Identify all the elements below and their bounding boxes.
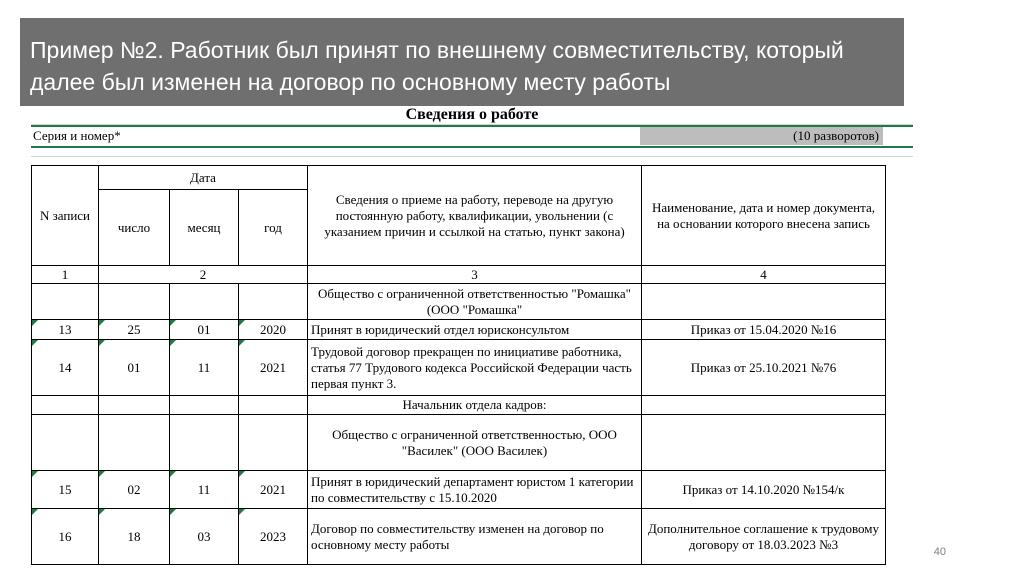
cell-year: 2021 bbox=[239, 340, 308, 396]
cell-month bbox=[170, 396, 239, 415]
slide-title: Пример №2. Работник был принят по внешнему совместительству, который далее был изменен на договор по основному месту работы bbox=[30, 37, 844, 95]
column-number-row bbox=[32, 266, 886, 284]
grid-line bbox=[31, 156, 913, 157]
page-number: 40 bbox=[933, 546, 946, 558]
cell-info: Трудовой договор прекращен по инициативе работника, статья 77 Трудового кодекса Российской Федерации часть первая пункт 3. bbox=[308, 340, 642, 396]
cell-document: Дополнительное соглашение к трудовому договору от 18.03.2023 №3 bbox=[642, 509, 886, 565]
table-row bbox=[32, 284, 886, 320]
header-document: Наименование, дата и номер документа, на основании которого внесена запись bbox=[642, 166, 886, 266]
cell-day: 25 bbox=[99, 320, 170, 340]
green-rule bbox=[31, 146, 913, 148]
slide-title-bar bbox=[20, 18, 904, 106]
cell-month: 11 bbox=[170, 471, 239, 509]
cell-document bbox=[642, 396, 886, 415]
header-info: Сведения о приеме на работу, переводе на другую постоянную работу, квалификации, увольнении (с указанием причин и ссылкой на статью, пункт закона) bbox=[308, 166, 642, 266]
cell-record-number bbox=[32, 396, 99, 415]
column-number: 1 bbox=[32, 266, 99, 284]
cell-document: Приказ от 25.10.2021 №76 bbox=[642, 340, 886, 396]
cell-day bbox=[99, 396, 170, 415]
cell-info: Общество с ограниченной ответственностью, ООО "Василек" (ООО Василек) bbox=[308, 415, 642, 471]
column-number: 3 bbox=[308, 266, 642, 284]
header-year: год bbox=[239, 190, 308, 266]
cell-year: 2023 bbox=[239, 509, 308, 565]
table-row bbox=[32, 396, 886, 415]
cell-month bbox=[170, 415, 239, 471]
cell-year: 2020 bbox=[239, 320, 308, 340]
cell-year bbox=[239, 415, 308, 471]
cell-year bbox=[239, 396, 308, 415]
cell-day bbox=[99, 415, 170, 471]
cell-record-number bbox=[32, 415, 99, 471]
header-row bbox=[32, 166, 886, 190]
cell-day: 02 bbox=[99, 471, 170, 509]
cell-info: Начальник отдела кадров: bbox=[308, 396, 642, 415]
cell-month: 01 bbox=[170, 320, 239, 340]
cell-record-number: 15 bbox=[32, 471, 99, 509]
cell-document bbox=[642, 284, 886, 320]
series-value: (10 разворотов) bbox=[640, 127, 883, 145]
cell-info: Принят в юридический департамент юристом 1 категории по совместительству с 15.10.2020 bbox=[308, 471, 642, 509]
table-row bbox=[32, 340, 886, 396]
cell-document bbox=[642, 415, 886, 471]
header-date: Дата bbox=[99, 166, 308, 190]
table-row bbox=[32, 471, 886, 509]
cell-day: 18 bbox=[99, 509, 170, 565]
cell-day bbox=[99, 284, 170, 320]
form-title: Сведения о работе bbox=[405, 106, 539, 123]
cell-month bbox=[170, 284, 239, 320]
column-number: 2 bbox=[99, 266, 308, 284]
cell-info: Принят в юридический отдел юрисконсультом bbox=[308, 320, 642, 340]
series-label: Серия и номер* bbox=[33, 128, 121, 143]
cell-record-number bbox=[32, 284, 99, 320]
cell-day: 01 bbox=[99, 340, 170, 396]
header-month: месяц bbox=[170, 190, 239, 266]
cell-year bbox=[239, 284, 308, 320]
column-number: 4 bbox=[642, 266, 886, 284]
cell-year: 2021 bbox=[239, 471, 308, 509]
cell-document: Приказ от 15.04.2020 №16 bbox=[642, 320, 886, 340]
cell-record-number: 16 bbox=[32, 509, 99, 565]
table-row bbox=[32, 509, 886, 565]
table-row bbox=[32, 320, 886, 340]
table-row bbox=[32, 415, 886, 471]
cell-record-number: 14 bbox=[32, 340, 99, 396]
header-record-number: N записи bbox=[32, 166, 99, 266]
cell-info: Общество с ограниченной ответственностью "Ромашка" (ООО "Ромашка" bbox=[308, 284, 642, 320]
header-day: число bbox=[99, 190, 170, 266]
cell-document: Приказ от 14.10.2020 №154/к bbox=[642, 471, 886, 509]
cell-month: 11 bbox=[170, 340, 239, 396]
cell-month: 03 bbox=[170, 509, 239, 565]
cell-record-number: 13 bbox=[32, 320, 99, 340]
cell-info: Договор по совместительству изменен на договор по основному месту работы bbox=[308, 509, 642, 565]
work-record-table bbox=[31, 165, 886, 565]
